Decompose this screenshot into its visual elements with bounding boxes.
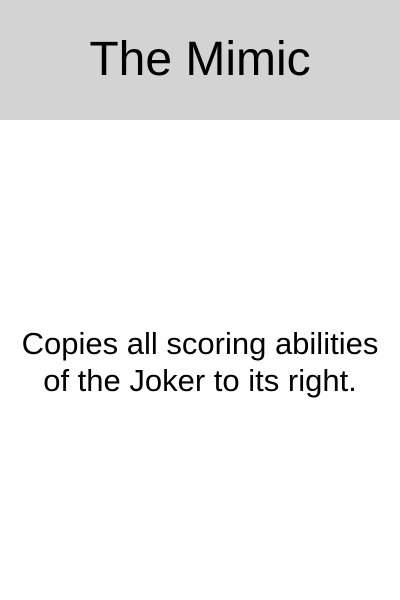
card-header [0, 0, 400, 120]
card-title: The Mimic [89, 33, 311, 86]
card-body [0, 120, 400, 600]
card-description: Copies all scoring abilities of the Joker to its right. [21, 325, 379, 398]
